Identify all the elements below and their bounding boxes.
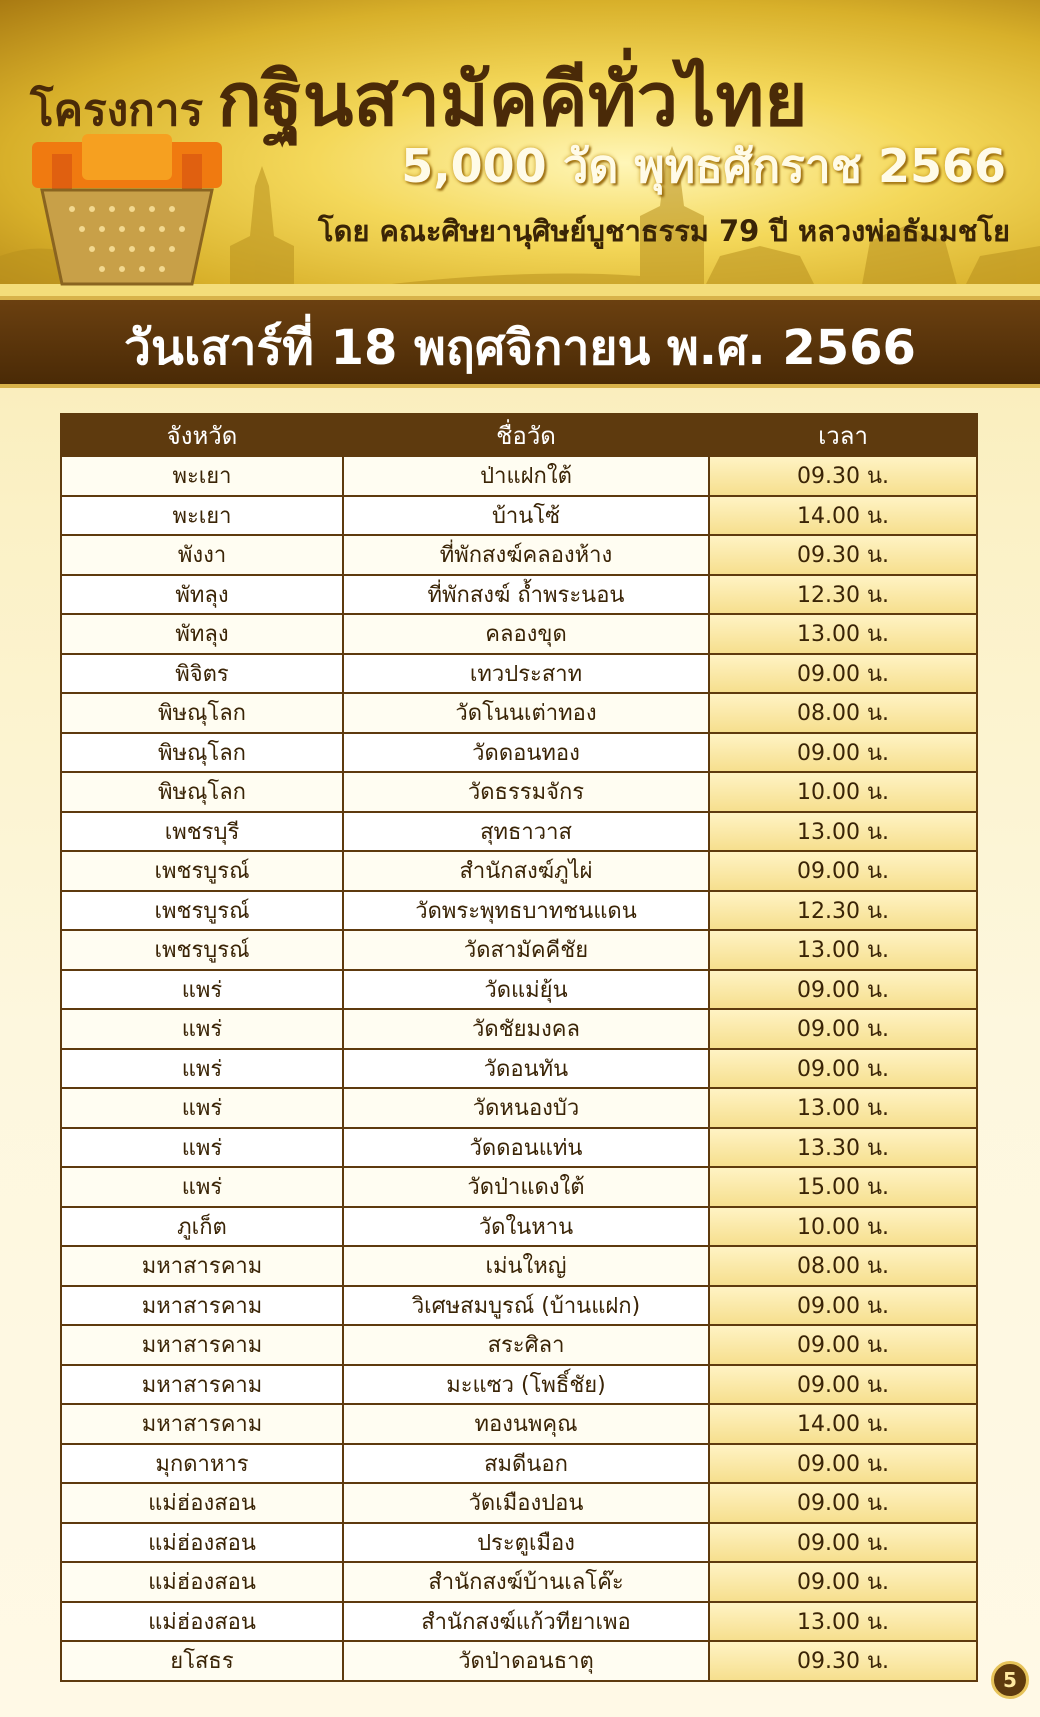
province-cell: พิษณุโลก <box>61 733 343 773</box>
province-cell: ยโสธร <box>61 1641 343 1681</box>
temple-name-cell: วัดเมืองปอน <box>343 1483 709 1523</box>
province-cell: เพชรบูรณ์ <box>61 891 343 931</box>
table-row <box>61 1444 977 1484</box>
temple-name-cell: เทวประสาท <box>343 654 709 694</box>
temple-name-cell: คลองขุด <box>343 614 709 654</box>
temple-name-cell: สำนักสงฆ์บ้านเลโค๊ะ <box>343 1562 709 1602</box>
time-cell: 09.00 น. <box>709 733 977 773</box>
time-cell: 09.00 น. <box>709 970 977 1010</box>
table-row <box>61 496 977 536</box>
province-cell: เพชรบูรณ์ <box>61 930 343 970</box>
temple-name-cell: ที่พักสงฆ์คลองห้าง <box>343 535 709 575</box>
province-cell: พัทลุง <box>61 614 343 654</box>
table-row <box>61 654 977 694</box>
time-cell: 13.00 น. <box>709 812 977 852</box>
table-row <box>61 1207 977 1247</box>
table-row <box>61 812 977 852</box>
time-cell: 10.00 น. <box>709 1207 977 1247</box>
table-row <box>61 614 977 654</box>
province-cell: มุกดาหาร <box>61 1444 343 1484</box>
province-cell: มหาสารคาม <box>61 1404 343 1444</box>
province-cell: เพชรบุรี <box>61 812 343 852</box>
time-cell: 09.00 น. <box>709 1049 977 1089</box>
date-banner <box>0 296 1040 388</box>
time-cell: 12.30 น. <box>709 575 977 615</box>
title-prefix: โครงการ <box>30 85 204 136</box>
time-cell: 12.30 น. <box>709 891 977 931</box>
province-cell: แพร่ <box>61 970 343 1010</box>
province-cell: แพร่ <box>61 1009 343 1049</box>
project-byline: โดย คณะศิษยานุศิษย์บูชาธรรม 79 ปี หลวงพ่อธัมมชโย <box>318 214 1010 248</box>
time-cell: 13.30 น. <box>709 1128 977 1168</box>
temple-name-cell: วัดดอนแท่น <box>343 1128 709 1168</box>
temple-name-cell: บ้านโซ้ <box>343 496 709 536</box>
table-row <box>61 1641 977 1681</box>
province-cell: แพร่ <box>61 1088 343 1128</box>
province-cell: มหาสารคาม <box>61 1325 343 1365</box>
table-row <box>61 693 977 733</box>
temple-name-cell: สระศิลา <box>343 1325 709 1365</box>
time-cell: 09.00 น. <box>709 1365 977 1405</box>
time-cell: 08.00 น. <box>709 693 977 733</box>
schedule-table <box>60 413 978 1682</box>
time-cell: 09.00 น. <box>709 1444 977 1484</box>
temple-name-cell: มะแซว (โพธิ์ชัย) <box>343 1365 709 1405</box>
table-row <box>61 930 977 970</box>
temple-name-cell: วัดสามัคคีชัย <box>343 930 709 970</box>
province-cell: แพร่ <box>61 1167 343 1207</box>
temple-name-cell: สำนักสงฆ์ภูไผ่ <box>343 851 709 891</box>
province-cell: พัทลุง <box>61 575 343 615</box>
time-cell: 09.00 น. <box>709 851 977 891</box>
table-row <box>61 575 977 615</box>
table-row <box>61 733 977 773</box>
table-row <box>61 1246 977 1286</box>
time-cell: 14.00 น. <box>709 1404 977 1444</box>
temple-name-cell: วัดอนทัน <box>343 1049 709 1089</box>
temple-name-cell: สำนักสงฆ์แก้วทียาเพอ <box>343 1602 709 1642</box>
table-row <box>61 1049 977 1089</box>
time-cell: 13.00 น. <box>709 930 977 970</box>
time-cell: 13.00 น. <box>709 614 977 654</box>
province-cell: พิษณุโลก <box>61 772 343 812</box>
table-row <box>61 891 977 931</box>
province-cell: มหาสารคาม <box>61 1286 343 1326</box>
table-row <box>61 970 977 1010</box>
time-cell: 09.00 น. <box>709 1009 977 1049</box>
kathin-robe-offering-image <box>22 134 232 294</box>
temple-name-cell: ป่าแฝกใต้ <box>343 456 709 496</box>
table-row <box>61 1286 977 1326</box>
time-cell: 13.00 น. <box>709 1088 977 1128</box>
time-cell: 09.00 น. <box>709 654 977 694</box>
province-cell: พิจิตร <box>61 654 343 694</box>
table-row <box>61 1365 977 1405</box>
header-time: เวลา <box>709 414 977 456</box>
temple-name-cell: วัดป่าดอนธาตุ <box>343 1641 709 1681</box>
temple-name-cell: วัดในหาน <box>343 1207 709 1247</box>
temple-name-cell: เม่นใหญ่ <box>343 1246 709 1286</box>
province-cell: แม่ฮ่องสอน <box>61 1562 343 1602</box>
time-cell: 09.00 น. <box>709 1286 977 1326</box>
header-temple-name: ชื่อวัด <box>343 414 709 456</box>
table-row <box>61 1167 977 1207</box>
time-cell: 09.30 น. <box>709 535 977 575</box>
province-cell: มหาสารคาม <box>61 1246 343 1286</box>
table-row <box>61 1325 977 1365</box>
date-text: วันเสาร์ที่ 18 พฤศจิกายน พ.ศ. 2566 <box>124 320 916 376</box>
province-cell: แพร่ <box>61 1128 343 1168</box>
table-row <box>61 1088 977 1128</box>
table-row <box>61 1562 977 1602</box>
temple-name-cell: สมดีนอก <box>343 1444 709 1484</box>
table-row <box>61 1523 977 1563</box>
header-banner <box>0 0 1040 296</box>
province-cell: พะเยา <box>61 496 343 536</box>
time-cell: 15.00 น. <box>709 1167 977 1207</box>
time-cell: 09.00 น. <box>709 1523 977 1563</box>
table-row <box>61 535 977 575</box>
temple-name-cell: วิเศษสมบูรณ์ (บ้านแฝก) <box>343 1286 709 1326</box>
title-main: กฐินสามัคคีทั่วไทย <box>217 57 808 143</box>
temple-name-cell: ประตูเมือง <box>343 1523 709 1563</box>
province-cell: แม่ฮ่องสอน <box>61 1602 343 1642</box>
table-header-row <box>61 414 977 456</box>
province-cell: พังงา <box>61 535 343 575</box>
table-body <box>61 456 977 1681</box>
province-cell: พิษณุโลก <box>61 693 343 733</box>
table-row <box>61 851 977 891</box>
temple-name-cell: วัดหนองบัว <box>343 1088 709 1128</box>
province-cell: แพร่ <box>61 1049 343 1089</box>
temple-name-cell: ที่พักสงฆ์ ถ้ำพระนอน <box>343 575 709 615</box>
province-cell: แม่ฮ่องสอน <box>61 1483 343 1523</box>
time-cell: 09.30 น. <box>709 1641 977 1681</box>
temple-name-cell: ทองนพคุณ <box>343 1404 709 1444</box>
temple-name-cell: วัดชัยมงคล <box>343 1009 709 1049</box>
temple-name-cell: วัดโนนเต่าทอง <box>343 693 709 733</box>
table-row <box>61 1128 977 1168</box>
time-cell: 09.00 น. <box>709 1483 977 1523</box>
time-cell: 08.00 น. <box>709 1246 977 1286</box>
time-cell: 09.30 น. <box>709 456 977 496</box>
time-cell: 10.00 น. <box>709 772 977 812</box>
province-cell: มหาสารคาม <box>61 1365 343 1405</box>
table-row <box>61 456 977 496</box>
table-row <box>61 1483 977 1523</box>
header-province: จังหวัด <box>61 414 343 456</box>
province-cell: แม่ฮ่องสอน <box>61 1523 343 1563</box>
province-cell: ภูเก็ต <box>61 1207 343 1247</box>
page-number-badge: 5 <box>991 1661 1029 1699</box>
temple-name-cell: สุทธาวาส <box>343 812 709 852</box>
temple-name-cell: วัดป่าแดงใต้ <box>343 1167 709 1207</box>
temple-name-cell: วัดธรรมจักร <box>343 772 709 812</box>
table-row <box>61 1009 977 1049</box>
time-cell: 09.00 น. <box>709 1325 977 1365</box>
time-cell: 14.00 น. <box>709 496 977 536</box>
table-row <box>61 1404 977 1444</box>
temple-name-cell: วัดดอนทอง <box>343 733 709 773</box>
temple-name-cell: วัดพระพุทธบาทชนแดน <box>343 891 709 931</box>
province-cell: เพชรบูรณ์ <box>61 851 343 891</box>
table-row <box>61 772 977 812</box>
province-cell: พะเยา <box>61 456 343 496</box>
time-cell: 09.00 น. <box>709 1562 977 1602</box>
temple-name-cell: วัดแม่ยุ้น <box>343 970 709 1010</box>
time-cell: 13.00 น. <box>709 1602 977 1642</box>
project-subtitle: 5,000 วัด พุทธศักราช 2566 <box>401 139 1006 193</box>
table-row <box>61 1602 977 1642</box>
